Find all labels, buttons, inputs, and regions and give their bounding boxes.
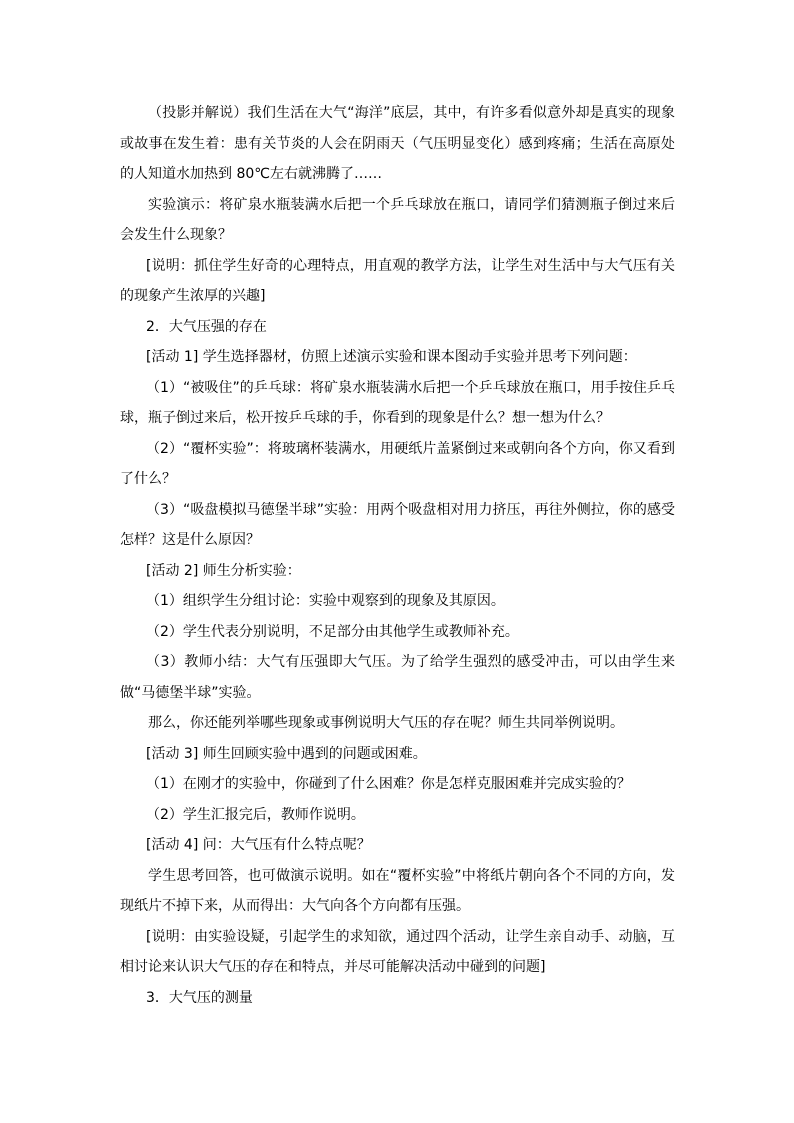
- activity-2-item-1: （1）组织学生分组讨论：实验中观察到的现象及其原因。: [146, 593, 505, 609]
- examples-paragraph: 那么，你还能列举哪些现象或事例说明大气压的存在呢？师生共同举例说明。: [148, 715, 624, 731]
- activity-2-item-3: （3）教师小结：大气有压强即大气压。为了给学生强烈的感受冲击，可以由学生来做“马德堡半球”实验。: [120, 654, 675, 701]
- activity-3-paragraph: [活动 3] 师生回顾实验中遇到的问题或困难。: [146, 745, 427, 762]
- section-heading-3: 3．大气压的测量: [146, 989, 253, 1006]
- activity-1-item-1: （1）“被吸住”的乒乓球：将矿泉水瓶装满水后把一个乒乓球放在瓶口，用手按住乒乓球，瓶子倒过来后，松开按乒乓球的手，你看到的现象是什么？想一想为什么？: [120, 379, 675, 426]
- activity-4-answer: 学生思考回答，也可做演示说明。如在“覆杯实验”中将纸片朝向各个不同的方向，发现纸片不掉下来，从而得出：大气向各个方向都有压强。: [120, 867, 675, 914]
- demo-paragraph: 实验演示：将矿泉水瓶装满水后把一个乒乓球放在瓶口，请同学们猜测瓶子倒过来后会发生什么现象？: [120, 196, 675, 243]
- activity-2-paragraph: [活动 2] 师生分析实验：: [146, 562, 301, 579]
- activity-1-paragraph: [活动 1] 学生选择器材，仿照上述演示实验和课本图动手实验并思考下列问题：: [146, 349, 637, 365]
- activity-1-item-3: （3）“吸盘模拟马德堡半球”实验：用两个吸盘相对用力挤压，再往外侧拉，你的感受怎样？这是什么原因？: [120, 501, 675, 548]
- note-paragraph: [说明：抓住学生好奇的心理特点，用直观的教学方法，让学生对生活中与大气压有关的现象产生浓厚的兴趣]: [120, 257, 675, 304]
- activity-4-paragraph: [活动 4] 问：大气压有什么特点呢？: [146, 837, 371, 853]
- section-heading-2: 2．大气压强的存在: [146, 318, 267, 335]
- activity-1-item-2: （2）“覆杯实验”：将玻璃杯装满水，用硬纸片盖紧倒过来或朝向各个方向，你又看到了什么？: [120, 440, 675, 487]
- intro-paragraph: （投影并解说）我们生活在大气“海洋”底层，其中，有许多看似意外却是真实的现象或故事在发生着：患有关节炎的人会在阴雨天（气压明显变化）感到疼痛；生活在高原处的人知道水加热到 80℃左右就沸腾了……: [120, 105, 675, 182]
- activity-3-item-2: （2）学生汇报完后，教师作说明。: [146, 806, 365, 823]
- summary-note-paragraph: [说明：由实验设疑，引起学生的求知欲，通过四个活动，让学生亲自动手、动脑，互相讨论来认识大气压的存在和特点，并尽可能解决活动中碰到的问题]: [120, 928, 675, 975]
- activity-2-item-2: （2）学生代表分别说明，不足部分由其他学生或教师补充。: [146, 623, 519, 640]
- activity-3-item-1: （1）在刚才的实验中，你碰到了什么困难？你是怎样克服困难并完成实验的？: [146, 776, 631, 792]
- document-body: [120, 98, 675, 1013]
